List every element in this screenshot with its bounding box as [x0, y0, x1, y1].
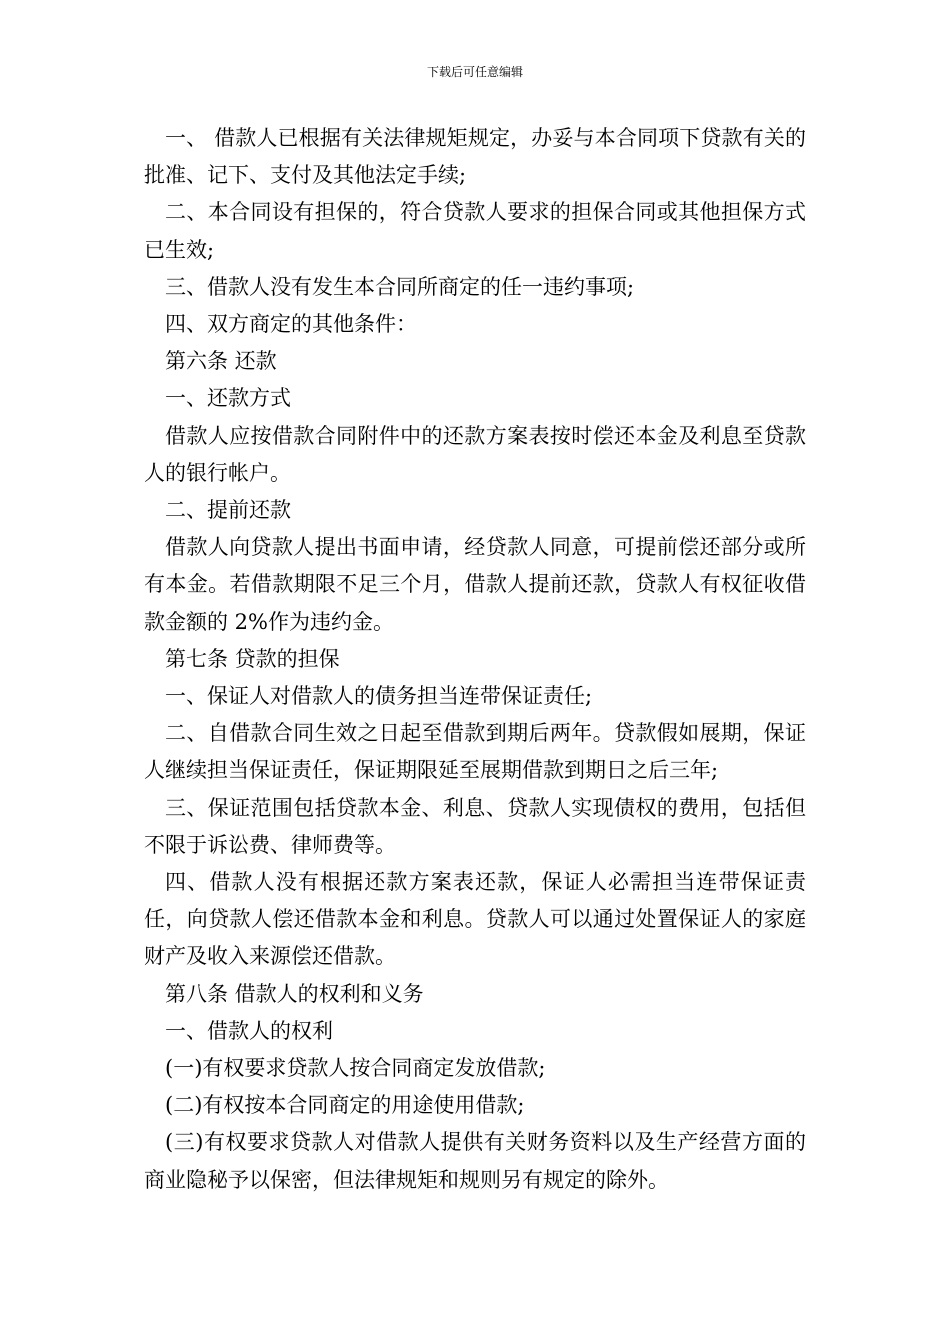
guarantee-clause-2: 二、自借款合同生效之日起至借款到期后两年。贷款假如展期，保证人继续担当保证责任，保证期限延至展期借款到期日之后三年; — [144, 721, 806, 783]
early-repayment-heading: 二、提前还款 — [165, 498, 291, 523]
article-6-heading: 第六条 还款 — [165, 349, 277, 374]
clause-1: 一、 借款人已根据有关法律规矩规定，办妥与本合同项下贷款有关的批准、记下、支付及其他法定手续; — [144, 126, 806, 188]
clause-2: 二、本合同设有担保的，符合贷款人要求的担保合同或其他担保方式已生效; — [144, 200, 806, 262]
article-7-heading: 第七条 贷款的担保 — [165, 646, 340, 671]
repayment-method-heading: 一、还款方式 — [165, 386, 291, 411]
clause-4: 四、双方商定的其他条件： — [165, 312, 417, 337]
page-header: 下载后可任意编辑 — [426, 65, 523, 79]
guarantee-clause-3: 三、保证范围包括贷款本金、利息、贷款人实现债权的费用，包括但不限于诉讼费、律师费等。 — [144, 795, 806, 857]
guarantee-clause-4: 四、借款人没有根据还款方案表还款，保证人必需担当连带保证责任，向贷款人偿还借款本金和利息。贷款人可以通过处置保证人的家庭财产及收入来源偿还借款。 — [144, 870, 806, 969]
early-repayment-text: 借款人向贷款人提出书面申请，经贷款人同意，可提前偿还部分或所有本金。若借款期限不足三个月，借款人提前还款，贷款人有权征收借款金额的 2%作为违约金。 — [144, 535, 806, 634]
article-8-heading: 第八条 借款人的权利和义务 — [165, 981, 424, 1006]
borrower-right-2: (二)有权按本合同商定的用途使用借款; — [165, 1093, 525, 1118]
borrower-right-3: (三)有权要求贷款人对借款人提供有关财务资料以及生产经营方面的商业隐秘予以保密，但法律规矩和规则另有规定的除外。 — [144, 1130, 806, 1192]
borrower-rights-heading: 一、借款人的权利 — [165, 1018, 333, 1043]
guarantee-clause-1: 一、保证人对借款人的债务担当连带保证责任; — [165, 684, 593, 709]
document-body — [144, 120, 806, 1199]
borrower-right-1: (一)有权要求贷款人按合同商定发放借款; — [165, 1056, 546, 1081]
clause-3: 三、借款人没有发生本合同所商定的任一违约事项; — [165, 274, 635, 299]
repayment-method-text: 借款人应按借款合同附件中的还款方案表按时偿还本金及利息至贷款人的银行帐户。 — [144, 423, 806, 485]
